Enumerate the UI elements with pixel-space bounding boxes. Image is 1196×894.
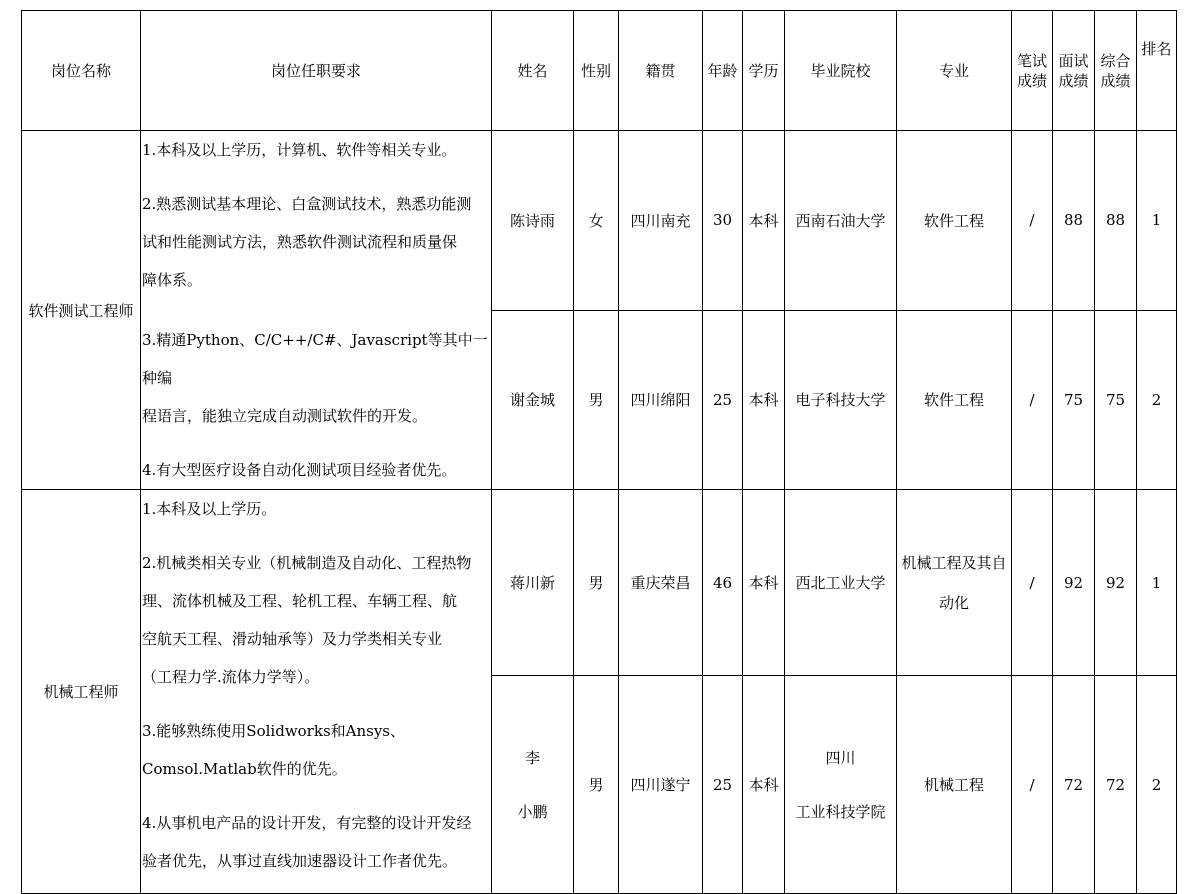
header-total-line1: 综合 xyxy=(1100,51,1131,70)
candidate-major: 软件工程 xyxy=(897,310,1012,490)
candidate-gender: 男 xyxy=(574,310,619,490)
header-interview-line2: 成绩 xyxy=(1058,71,1089,90)
header-row xyxy=(22,11,1177,131)
header-written-line1: 笔试 xyxy=(1016,51,1047,70)
candidate-age: 46 xyxy=(703,490,743,676)
candidate-name-line2: 小鹏 xyxy=(517,802,548,821)
candidate-gender: 男 xyxy=(574,676,619,894)
candidate-major xyxy=(897,490,1012,676)
candidate-rank: 2 xyxy=(1137,676,1177,894)
candidate-written-score: / xyxy=(1012,676,1053,894)
requirement-line: 程语言，能独立完成自动测试软件的开发。 xyxy=(142,407,428,425)
candidate-interview-score: 88 xyxy=(1053,131,1095,311)
candidate-school: 西南石油大学 xyxy=(785,131,897,311)
candidate-school-line2: 工业科技学院 xyxy=(795,802,886,821)
requirement-line: 理、流体机械及工程、轮机工程、车辆工程、航 xyxy=(142,592,458,610)
candidate-name: 蒋川新 xyxy=(492,490,574,676)
header-total-line2: 成绩 xyxy=(1100,71,1131,90)
requirement-line: 验者优先，从事过直线加速器设计工作者优先。 xyxy=(142,852,458,870)
candidate-name: 陈诗雨 xyxy=(492,131,574,311)
candidate-written-score: / xyxy=(1012,490,1053,676)
candidate-education: 本科 xyxy=(743,310,785,490)
header-school: 毕业院校 xyxy=(785,11,897,131)
header-interview-line1: 面试 xyxy=(1058,51,1089,70)
requirement-line: 4.从事机电产品的设计开发，有完整的设计开发经 xyxy=(142,814,472,832)
requirement-line: 1.本科及以上学历。 xyxy=(142,500,277,518)
candidate-origin: 四川遂宁 xyxy=(619,676,703,894)
candidate-total-score: 75 xyxy=(1095,310,1137,490)
requirement-line: 2.机械类相关专业（机械制造及自动化、工程热物 xyxy=(142,554,472,572)
candidate-age: 30 xyxy=(703,131,743,311)
position-requirements xyxy=(141,490,492,894)
candidate-education: 本科 xyxy=(743,490,785,676)
candidate-interview-score: 72 xyxy=(1053,676,1095,894)
header-requirements: 岗位任职要求 xyxy=(141,11,492,131)
candidate-total-score: 72 xyxy=(1095,676,1137,894)
candidate-major-line1: 机械工程及其自 xyxy=(901,553,1007,572)
requirement-line: （工程力学.流体力学等）。 xyxy=(142,668,320,686)
requirement-line: 障体系。 xyxy=(142,271,203,289)
candidate-education: 本科 xyxy=(743,676,785,894)
candidate-school-line1: 四川 xyxy=(825,748,856,767)
candidate-name-line1: 李 xyxy=(524,748,540,767)
candidate-rank: 1 xyxy=(1137,490,1177,676)
candidate-major: 软件工程 xyxy=(897,131,1012,311)
requirement-line: Comsol.Matlab软件的优先。 xyxy=(142,760,347,778)
requirement-line: 空航天工程、滑动轴承等）及力学类相关专业 xyxy=(142,630,443,648)
candidate-major: 机械工程 xyxy=(897,676,1012,894)
candidate-major-line2: 动化 xyxy=(938,593,969,612)
candidate-written-score: / xyxy=(1012,131,1053,311)
candidate-school xyxy=(785,676,897,894)
requirement-line: 1.本科及以上学历，计算机、软件等相关专业。 xyxy=(142,141,457,159)
candidate-school: 电子科技大学 xyxy=(785,310,897,490)
candidate-total-score: 88 xyxy=(1095,131,1137,311)
candidate-origin: 重庆荣昌 xyxy=(619,490,703,676)
candidate-age: 25 xyxy=(703,310,743,490)
header-name: 姓名 xyxy=(492,11,574,131)
header-major: 专业 xyxy=(897,11,1012,131)
requirement-line: 3.能够熟练使用Solidworks和Ansys、 xyxy=(142,722,406,740)
table-row xyxy=(22,131,1177,311)
requirement-line: 4.有大型医疗设备自动化测试项目经验者优先。 xyxy=(142,461,457,479)
requirement-line: 3.精通Python、C/C++/C#、Javascript等其中一种编 xyxy=(142,331,488,387)
header-interview-score xyxy=(1053,11,1095,131)
candidate-gender: 男 xyxy=(574,490,619,676)
header-position: 岗位名称 xyxy=(22,11,141,131)
header-rank: 排名 xyxy=(1137,11,1177,131)
header-written-line2: 成绩 xyxy=(1016,71,1047,90)
header-written-score xyxy=(1012,11,1053,131)
table-row xyxy=(22,490,1177,676)
position-requirements xyxy=(141,131,492,490)
position-title: 软件测试工程师 xyxy=(22,131,141,490)
header-age: 年龄 xyxy=(703,11,743,131)
candidate-school: 西北工业大学 xyxy=(785,490,897,676)
candidate-gender: 女 xyxy=(574,131,619,311)
candidate-interview-score: 92 xyxy=(1053,490,1095,676)
cropped-footnote-strip xyxy=(0,843,1196,852)
candidate-age: 25 xyxy=(703,676,743,894)
results-table xyxy=(21,10,1177,894)
header-origin: 籍贯 xyxy=(619,11,703,131)
candidate-rank: 1 xyxy=(1137,131,1177,311)
position-title: 机械工程师 xyxy=(22,490,141,894)
requirement-line: 2.熟悉测试基本理论、白盒测试技术，熟悉功能测 xyxy=(142,195,472,213)
candidate-name xyxy=(492,676,574,894)
candidate-written-score: / xyxy=(1012,310,1053,490)
candidate-rank: 2 xyxy=(1137,310,1177,490)
header-education: 学历 xyxy=(743,11,785,131)
requirement-line: 试和性能测试方法，熟悉软件测试流程和质量保 xyxy=(142,233,458,251)
candidate-total-score: 92 xyxy=(1095,490,1137,676)
header-total-score xyxy=(1095,11,1137,131)
candidate-origin: 四川绵阳 xyxy=(619,310,703,490)
candidate-origin: 四川南充 xyxy=(619,131,703,311)
candidate-name: 谢金城 xyxy=(492,310,574,490)
candidate-education: 本科 xyxy=(743,131,785,311)
header-gender: 性别 xyxy=(574,11,619,131)
candidate-interview-score: 75 xyxy=(1053,310,1095,490)
